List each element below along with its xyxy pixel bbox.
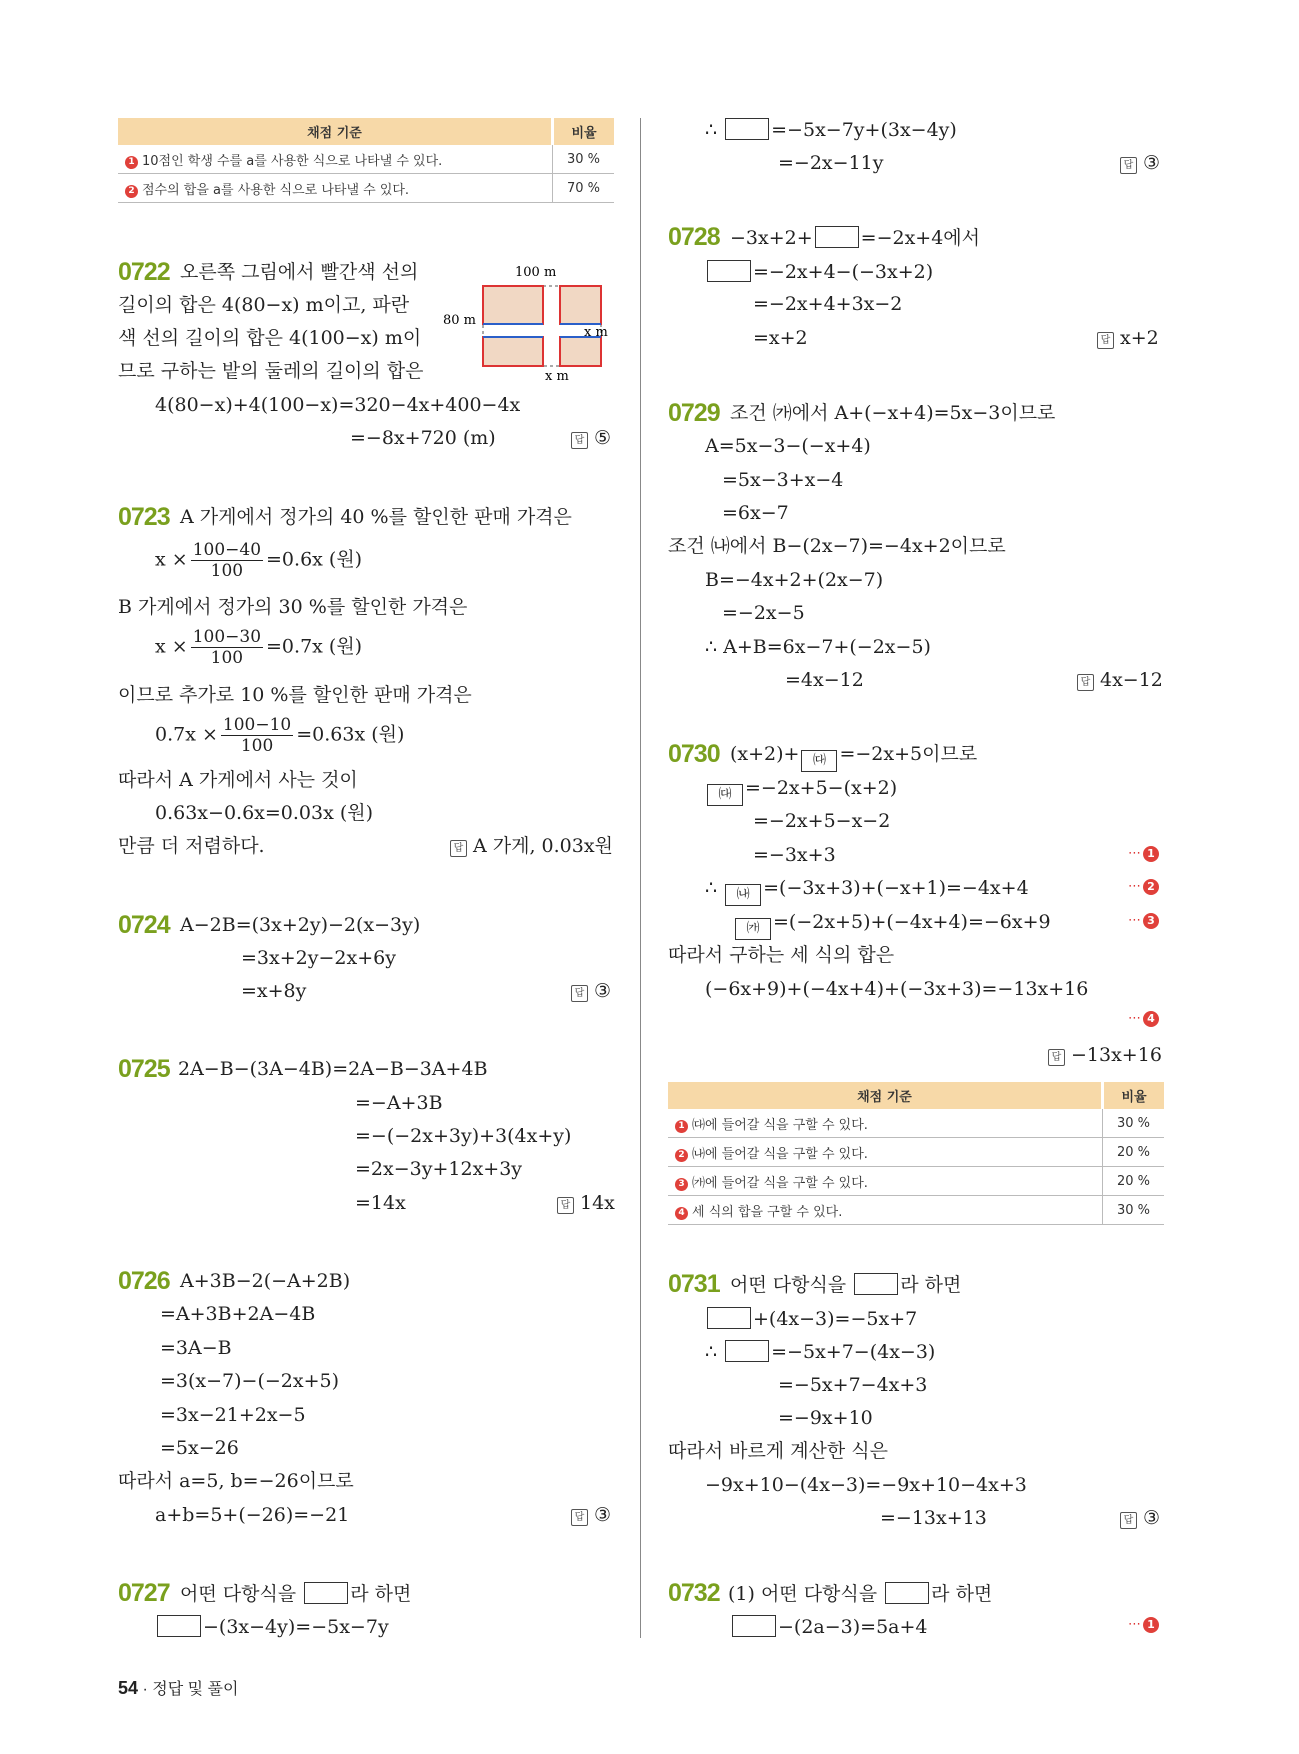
solution-line: =−3x+3 — [753, 844, 836, 866]
page-footer: 54 · 정답 및 풀이 — [118, 1678, 239, 1698]
solution-line: A+3B−2(−A+2B) — [180, 1270, 351, 1292]
label-box-na: ㈏ — [725, 884, 761, 906]
answer-icon: 답 — [557, 1197, 574, 1214]
solution-line: 따라서 A 가게에서 사는 것이 — [118, 769, 358, 791]
solution-line: =−2x−5 — [722, 602, 805, 624]
problem-number: 0724 — [118, 911, 170, 939]
solution-line: =−2x+5−x−2 — [753, 810, 891, 832]
answer: 답 −13x+16 — [1048, 1044, 1162, 1066]
solution-line: (1) 어떤 다항식을 라 하면 — [728, 1583, 993, 1605]
problem-number: 0730 — [668, 740, 720, 768]
problem-number: 0728 — [668, 223, 720, 251]
page-number: 54 — [118, 1678, 139, 1698]
step-number-icon: 1 — [125, 156, 138, 169]
answer: 답 A 가게, 0.03x원 — [450, 835, 613, 857]
rubric-text: 세 식의 합을 구할 수 있다. — [692, 1204, 843, 1220]
step-number-icon: 4 — [675, 1207, 688, 1220]
rubric-header: 채점 기준 — [118, 118, 553, 145]
solution-line: 2A−B−(3A−4B)=2A−B−3A+4B — [178, 1058, 488, 1080]
solution-line: 조건 ㈏에서 B−(2x−7)=−4x+2이므로 — [668, 535, 1006, 557]
solution-line: 므로 구하는 밭의 둘레의 길이의 합은 — [118, 360, 424, 382]
solution-line: B=−4x+2+(2x−7) — [705, 569, 884, 591]
solution-line: =−13x+13 — [880, 1507, 987, 1529]
rubric-pct: 30 % — [1103, 1196, 1165, 1225]
answer-icon: 답 — [1120, 157, 1137, 174]
solution-line: =−2x−11y — [778, 152, 884, 174]
blank-box — [885, 1582, 929, 1604]
answer: 답 ⑤ — [571, 427, 611, 449]
dimension-label: 80 m — [443, 313, 477, 328]
rubric-ratio-header: 비율 — [553, 118, 615, 145]
answer-icon: 답 — [1077, 674, 1094, 691]
step-marker: ⋯ 2 — [1128, 879, 1159, 895]
solution-line: 조건 ㈎에서 A+(−x+4)=5x−3이므로 — [730, 402, 1056, 424]
step-number-icon: 3 — [675, 1178, 688, 1191]
blank-box — [725, 1340, 769, 1362]
solution-line: 만큼 더 저렴하다. — [118, 835, 265, 857]
solution-line: =6x−7 — [722, 502, 789, 524]
answer-icon: 답 — [1120, 1512, 1137, 1529]
solution-line: 이므로 추가로 10 %를 할인한 판매 가격은 — [118, 684, 472, 706]
solution-line: A 가게에서 정가의 40 %를 할인한 판매 가격은 — [180, 506, 572, 528]
answer: 답 4x−12 — [1077, 669, 1163, 691]
solution-line: =14x — [355, 1192, 406, 1214]
label-box-ga: ㈎ — [735, 918, 771, 940]
dimension-label: 100 m — [515, 265, 557, 280]
answer-icon: 답 — [1048, 1049, 1065, 1066]
answer-icon: 답 — [450, 840, 467, 857]
fraction-line: x × $\frac{100-30}{100}$ =0.7x (원) — [155, 627, 363, 668]
table-row — [118, 145, 614, 174]
answer-icon: 답 — [571, 985, 588, 1002]
problem-number: 0726 — [118, 1267, 170, 1295]
rubric-text: ㈎에 들어갈 식을 구할 수 있다. — [692, 1175, 868, 1191]
solution-line: −(2a−3)=5a+4 — [730, 1615, 928, 1638]
solution-line: A=5x−3−(−x+4) — [705, 435, 871, 457]
scoring-table-2 — [668, 1082, 1164, 1225]
table-row — [668, 1167, 1164, 1196]
blank-box — [707, 1307, 751, 1329]
solution-line: =3A−B — [160, 1337, 232, 1359]
fraction-line: 0.7x × $\frac{100-10}{100}$ =0.63x (원) — [155, 715, 405, 756]
answer: 답 ③ — [571, 1504, 611, 1526]
rubric-text: ㈐에 들어갈 식을 구할 수 있다. — [692, 1117, 868, 1133]
solution-line: ∴ A+B=6x−7+(−2x−5) — [705, 636, 931, 658]
step-marker: ⋯ 1 — [1128, 846, 1159, 862]
blank-box — [707, 260, 751, 282]
solution-line: =−2x+4+3x−2 — [753, 293, 903, 315]
blank-box — [304, 1582, 348, 1604]
problem-number: 0731 — [668, 1270, 720, 1298]
solution-line: ∴ =−5x+7−(4x−3) — [705, 1341, 936, 1363]
rubric-pct: 30 % — [1103, 1109, 1165, 1138]
footer-title: 정답 및 풀이 — [152, 1681, 239, 1698]
solution-line: =5x−3+x−4 — [722, 469, 844, 491]
solution-line: =x+8y — [241, 980, 307, 1002]
label-box-da: ㈐ — [707, 784, 743, 806]
answer: 답 14x — [557, 1192, 615, 1214]
blank-box — [815, 226, 859, 248]
solution-line: 어떤 다항식을 라 하면 — [730, 1274, 962, 1296]
rubric-pct: 20 % — [1103, 1138, 1165, 1167]
rubric-text: ㈏에 들어갈 식을 구할 수 있다. — [692, 1146, 868, 1162]
problem-number: 0725 — [118, 1055, 170, 1083]
solution-line: =−(−2x+3y)+3(4x+y) — [355, 1125, 572, 1147]
answer: 답 ③ — [1120, 1507, 1160, 1529]
rubric-text: 10점인 학생 수를 a를 사용한 식으로 나타낼 수 있다. — [142, 153, 443, 169]
solution-line: =x+2 — [753, 327, 808, 349]
solution-line: ∴ =−5x−7y+(3x−4y) — [705, 119, 957, 141]
table-row — [118, 174, 614, 203]
solution-line: 어떤 다항식을 라 하면 — [180, 1583, 412, 1605]
problem-number: 0727 — [118, 1579, 170, 1607]
rubric-pct: 20 % — [1103, 1167, 1165, 1196]
solution-line: =3(x−7)−(−2x+5) — [160, 1370, 340, 1392]
solution-line: +(4x−3)=−5x+7 — [705, 1307, 917, 1330]
solution-line: =−9x+10 — [778, 1407, 873, 1429]
problem-number: 0722 — [118, 258, 170, 286]
solution-line: =−5x+7−4x+3 — [778, 1374, 928, 1396]
solution-line: ㈎ =(−2x+5)+(−4x+4)=−6x+9 — [733, 911, 1051, 940]
column-divider — [640, 118, 641, 1638]
step-number-icon: 2 — [125, 185, 138, 198]
solution-line: ∴ ㈏ =(−3x+3)+(−x+1)=−4x+4 — [705, 877, 1029, 906]
blank-box — [854, 1273, 898, 1295]
solution-line: a+b=5+(−26)=−21 — [155, 1504, 350, 1526]
table-row — [668, 1196, 1164, 1225]
solution-line: ㈐ =−2x+5−(x+2) — [705, 777, 897, 806]
problem-number: 0729 — [668, 399, 720, 427]
solution-line: 색 선의 길이의 합은 4(100−x) m이 — [118, 327, 422, 349]
scoring-table-1 — [118, 118, 614, 203]
fraction-line: x × $\frac{100-40}{100}$ =0.6x (원) — [155, 540, 363, 581]
solution-line: −9x+10−(4x−3)=−9x+10−4x+3 — [705, 1474, 1027, 1496]
solution-line: 따라서 a=5, b=−26이므로 — [118, 1470, 354, 1492]
solution-line: (x+2)+ ㈐ =−2x+5이므로 — [730, 743, 977, 772]
table-row — [668, 1109, 1164, 1138]
answer: 답 ③ — [1120, 152, 1160, 174]
step-marker: ⋯ 4 — [1128, 1011, 1159, 1027]
step-marker: ⋯ 3 — [1128, 913, 1159, 929]
solution-line: =3x+2y−2x+6y — [241, 947, 396, 969]
solution-line: =3x−21+2x−5 — [160, 1404, 306, 1426]
solution-line: =−8x+720 (m) — [350, 427, 496, 449]
blank-box — [732, 1615, 776, 1637]
rubric-pct: 70 % — [553, 174, 615, 203]
solution-line: 따라서 구하는 세 식의 합은 — [668, 944, 895, 966]
answer: 답 ③ — [571, 980, 611, 1002]
step-marker: ⋯ 1 — [1128, 1617, 1159, 1633]
answer-icon: 답 — [571, 432, 588, 449]
dimension-label: x m — [584, 325, 608, 340]
solution-line: =A+3B+2A−4B — [160, 1303, 316, 1325]
solution-line: 4(80−x)+4(100−x)=320−4x+400−4x — [155, 394, 521, 416]
solution-line: =−A+3B — [355, 1092, 443, 1114]
dimension-label: x m — [545, 369, 569, 382]
answer: 답 x+2 — [1097, 327, 1159, 349]
solution-line: −3x+2+ =−2x+4에서 — [730, 227, 981, 249]
solution-line: (−6x+9)+(−4x+4)+(−3x+3)=−13x+16 — [705, 978, 1089, 1000]
field-diagram — [440, 262, 620, 382]
solution-line: A−2B=(3x+2y)−2(x−3y) — [180, 914, 421, 936]
solution-line: =4x−12 — [785, 669, 864, 691]
solution-line: 0.63x−0.6x=0.03x (원) — [155, 802, 374, 824]
rubric-header: 채점 기준 — [668, 1082, 1103, 1109]
step-number-icon: 1 — [675, 1120, 688, 1133]
solution-line: 길이의 합은 4(80−x) m이고, 파란 — [118, 294, 410, 316]
solution-line: 오른쪽 그림에서 빨간색 선의 — [180, 261, 419, 283]
answer-icon: 답 — [1097, 332, 1114, 349]
blank-box — [725, 118, 769, 140]
rubric-text: 점수의 합을 a를 사용한 식으로 나타낼 수 있다. — [142, 182, 410, 198]
solution-line: −(3x−4y)=−5x−7y — [155, 1615, 389, 1638]
rubric-ratio-header: 비율 — [1103, 1082, 1165, 1109]
solution-line: =−2x+4−(−3x+2) — [705, 260, 933, 283]
problem-number: 0732 — [668, 1579, 720, 1607]
solution-line: =5x−26 — [160, 1437, 239, 1459]
solution-line: 따라서 바르게 계산한 식은 — [668, 1440, 889, 1462]
blank-box — [157, 1615, 201, 1637]
answer-icon: 답 — [571, 1509, 588, 1526]
table-row — [668, 1138, 1164, 1167]
solution-line: B 가게에서 정가의 30 %를 할인한 가격은 — [118, 596, 468, 618]
solution-line: =2x−3y+12x+3y — [355, 1158, 523, 1180]
step-number-icon: 2 — [675, 1149, 688, 1162]
rubric-pct: 30 % — [553, 145, 615, 174]
label-box-da: ㈐ — [801, 750, 837, 772]
problem-number: 0723 — [118, 503, 170, 531]
